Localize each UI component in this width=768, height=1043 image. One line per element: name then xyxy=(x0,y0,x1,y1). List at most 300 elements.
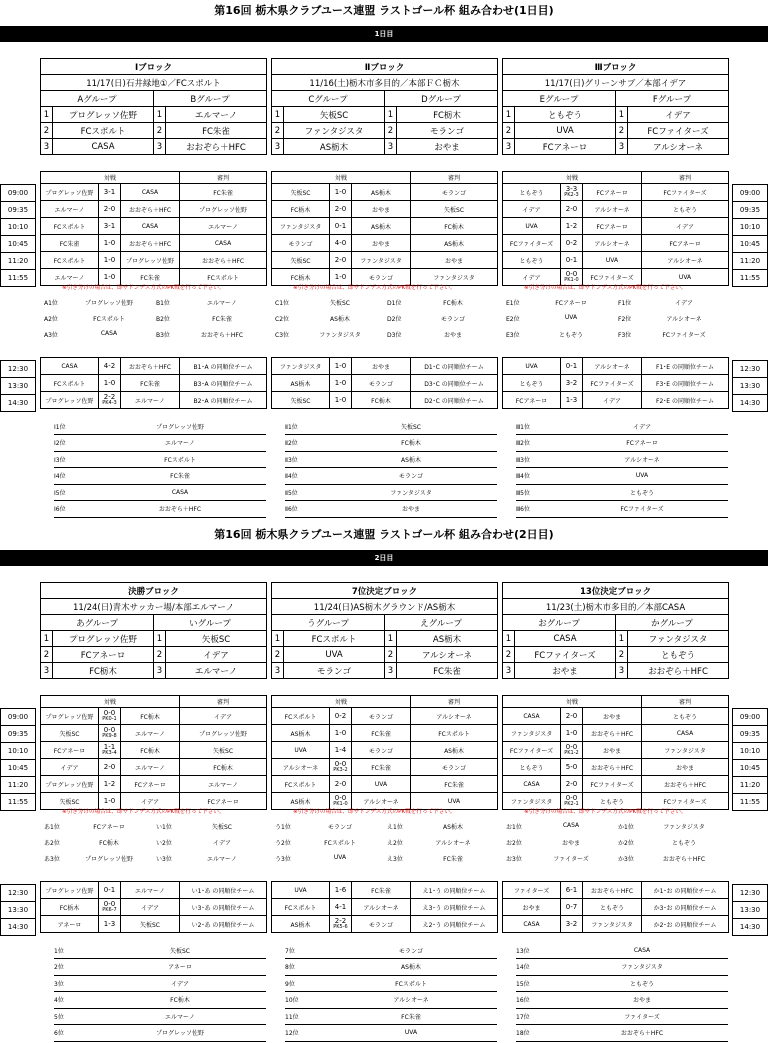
final-rank: 11位 xyxy=(285,1008,325,1025)
referee-team: FCアネーロ xyxy=(642,235,729,252)
match-table xyxy=(40,171,267,286)
final-rank: Ⅰ6位 xyxy=(54,501,94,518)
rank-label: い2位 xyxy=(156,840,172,847)
score-value: 0-2 xyxy=(565,238,578,247)
match-row xyxy=(41,375,267,392)
home-team: FCスポルト xyxy=(41,375,99,392)
final-team: エルマーノ xyxy=(94,1008,266,1025)
match-score xyxy=(561,916,583,933)
final-team: UVA xyxy=(556,468,728,485)
final-rank: Ⅲ2位 xyxy=(516,435,556,452)
referee-team: D3･C の同順位チーム xyxy=(411,375,498,392)
rank-label: あ2位 xyxy=(44,840,60,847)
kickoff-time: 13:30 xyxy=(733,902,768,919)
match-score xyxy=(330,358,352,375)
away-team: ファンタジスタ xyxy=(352,252,411,269)
final-ranking xyxy=(516,942,728,1042)
time-column xyxy=(0,708,36,811)
rank-row xyxy=(275,838,497,852)
final-rank-row xyxy=(54,435,266,452)
team-name: FC朱雀 xyxy=(166,123,267,139)
final-team: アルシオーネ xyxy=(325,992,497,1009)
home-team: モランゴ xyxy=(272,235,330,252)
kickoff-time: 11:20 xyxy=(1,253,36,270)
rank-label: D2位 xyxy=(387,316,402,323)
rank-label: う2位 xyxy=(275,840,291,847)
score-value: 1-1 xyxy=(103,742,116,751)
pk-score: PK1-0 xyxy=(333,800,348,807)
final-rank: Ⅰ1位 xyxy=(54,418,94,435)
final-rank-row xyxy=(516,468,728,485)
final-rank: 5位 xyxy=(54,1008,94,1025)
referee-team: F3･E の同順位チーム xyxy=(642,375,729,392)
away-team: FCアネーロ xyxy=(583,218,642,235)
team-name: おやま xyxy=(397,139,498,155)
rank-label: い1位 xyxy=(156,824,172,831)
referee-team: B2･A の同順位チーム xyxy=(180,392,267,409)
score-value: 0-0 xyxy=(103,725,116,734)
referee-team: か2･お の同順位チーム xyxy=(642,916,729,933)
home-team: おやま xyxy=(503,899,561,916)
away-team: エルマーノ xyxy=(121,725,180,742)
block-table xyxy=(271,58,498,155)
match-score xyxy=(99,708,121,725)
away-team: おおぞら＋HFC xyxy=(121,201,180,218)
home-team: ともぞう xyxy=(503,375,561,392)
seed-number: 1 xyxy=(503,631,515,647)
score-value: 2-2 xyxy=(334,916,347,925)
team-name: ともぞう xyxy=(515,107,616,123)
match-score xyxy=(561,201,583,218)
seed-number: 1 xyxy=(154,631,166,647)
seed-number: 1 xyxy=(154,107,166,123)
match-table xyxy=(502,695,729,810)
match-score xyxy=(561,759,583,776)
rank-team: FC栃木 xyxy=(99,840,119,847)
referee-team: FCスポルト xyxy=(180,269,267,286)
match-header: 対戦 xyxy=(503,696,642,708)
home-team: イデア xyxy=(41,759,99,776)
final-team: アルシオーネ xyxy=(556,451,728,468)
referee-team: FCアネーロ xyxy=(180,793,267,810)
final-team: アネーロ xyxy=(94,959,266,976)
rank-team: エルマーノ xyxy=(207,856,237,863)
score-value: 0-0 xyxy=(334,793,347,802)
seed-number: 1 xyxy=(41,631,53,647)
referee-team: UVA xyxy=(642,269,729,286)
away-team: FCファイターズ xyxy=(583,375,642,392)
referee-team: アルシオーネ xyxy=(411,708,498,725)
rank-label: C1位 xyxy=(275,300,290,307)
score-value: 1-0 xyxy=(103,255,116,264)
final-team: おやま xyxy=(556,992,728,1009)
rank-team: おおぞら＋HFC xyxy=(662,856,706,863)
referee-team: か3･お の同順位チーム xyxy=(642,899,729,916)
final-team: CASA xyxy=(556,942,728,959)
match-row xyxy=(272,725,498,742)
score-value: 0-0 xyxy=(565,269,578,278)
away-team: モランゴ xyxy=(352,269,411,286)
final-rank-row xyxy=(54,484,266,501)
score-value: 0-0 xyxy=(565,793,578,802)
away-team: エルマーノ xyxy=(121,392,180,409)
team-name: FCファイターズ xyxy=(628,123,729,139)
draw-note: ※引き分けの場合は、即サドンデス方式のPK戦を行って下さい。 xyxy=(62,809,225,815)
match-score xyxy=(561,708,583,725)
final-team: ともぞう xyxy=(556,975,728,992)
time-column xyxy=(0,360,36,412)
time-column xyxy=(732,184,768,287)
home-team: 矢板SC xyxy=(41,793,99,810)
away-team: プログレッソ佐野 xyxy=(121,252,180,269)
referee-team: 矢板SC xyxy=(180,742,267,759)
final-rank: Ⅱ4位 xyxy=(285,468,325,485)
rank-row xyxy=(275,330,497,344)
match-row xyxy=(503,375,729,392)
final-rank: Ⅲ5位 xyxy=(516,484,556,501)
referee-team: FC栃木 xyxy=(411,218,498,235)
match-score xyxy=(330,742,352,759)
match-row xyxy=(41,201,267,218)
score-value: 1-0 xyxy=(334,187,347,196)
referee-team: ともぞう xyxy=(642,708,729,725)
score-value: 0-1 xyxy=(565,361,578,370)
kickoff-time: 10:10 xyxy=(1,743,36,760)
home-team: ファンタジスタ xyxy=(503,725,561,742)
team-name: 矢板SC xyxy=(284,107,385,123)
rank-row xyxy=(44,330,266,344)
team-name: イデア xyxy=(166,647,267,663)
seed-number: 1 xyxy=(272,107,284,123)
rank-label: C2位 xyxy=(275,316,290,323)
rank-label: B2位 xyxy=(156,316,170,323)
home-team: ともぞう xyxy=(503,184,561,201)
final-ranking xyxy=(285,418,497,518)
seed-number: 2 xyxy=(385,647,397,663)
time-column xyxy=(0,884,36,936)
home-team: FCスポルト xyxy=(272,708,330,725)
home-team: 矢板SC xyxy=(272,184,330,201)
score-value: 1-0 xyxy=(103,272,116,281)
referee-header: 審判 xyxy=(180,696,267,708)
rank-team: FCスポルト xyxy=(93,316,125,323)
away-team: FC朱雀 xyxy=(352,725,411,742)
home-team: CASA xyxy=(503,916,561,933)
final-rank-row xyxy=(516,942,728,959)
home-team: CASA xyxy=(503,708,561,725)
team-name: UVA xyxy=(284,647,385,663)
final-team: FC朱雀 xyxy=(325,1008,497,1025)
away-team: モランゴ xyxy=(352,742,411,759)
final-team: ファイターズ xyxy=(556,1008,728,1025)
referee-team: CASA xyxy=(642,725,729,742)
rank-team: ともぞう xyxy=(558,332,583,339)
score-value: 1-0 xyxy=(334,395,347,404)
score-value: 2-0 xyxy=(334,255,347,264)
match-row xyxy=(503,916,729,933)
block-name: 決勝ブロック xyxy=(41,583,267,599)
rank-team: おおぞら＋HFC xyxy=(200,332,244,339)
score-value: 1-0 xyxy=(103,796,116,805)
referee-team: い3･あ の同順位チーム xyxy=(180,899,267,916)
rank-team: アルシオーネ xyxy=(666,316,702,323)
away-team: モランゴ xyxy=(352,375,411,392)
home-team: プログレッソ佐野 xyxy=(41,392,99,409)
final-rank-row xyxy=(516,1025,728,1042)
pk-score: PK0-1 xyxy=(102,715,117,722)
rank-label: え1位 xyxy=(387,824,403,831)
referee-team: か1･お の同順位チーム xyxy=(642,882,729,899)
seed-number: 3 xyxy=(385,663,397,679)
away-team: FCアネーロ xyxy=(121,776,180,793)
rank-row xyxy=(506,330,728,344)
home-team: プログレッソ佐野 xyxy=(41,708,99,725)
team-name: FCアネーロ xyxy=(53,647,154,663)
match-row xyxy=(41,742,267,759)
final-rank: 4位 xyxy=(54,992,94,1009)
away-team: FCアネーロ xyxy=(583,184,642,201)
final-rank: 6位 xyxy=(54,1025,94,1042)
match-score xyxy=(99,776,121,793)
away-team: モランゴ xyxy=(352,916,411,933)
final-team: プログレッソ佐野 xyxy=(94,418,266,435)
referee-team: イデア xyxy=(180,708,267,725)
score-value: 3-1 xyxy=(103,221,116,230)
pk-score: PK2-3 xyxy=(564,191,579,198)
time-column xyxy=(0,184,36,287)
match-row xyxy=(41,235,267,252)
home-team: FC栃木 xyxy=(272,269,330,286)
final-rank-row xyxy=(54,992,266,1009)
seed-number: 1 xyxy=(616,107,628,123)
away-team: おやま xyxy=(583,742,642,759)
match-score xyxy=(330,725,352,742)
final-ranking xyxy=(516,418,728,518)
referee-team: え1･う の同順位チーム xyxy=(411,882,498,899)
match-score xyxy=(561,899,583,916)
kickoff-time: 13:30 xyxy=(733,378,768,395)
kickoff-time: 10:45 xyxy=(733,236,768,253)
team-name: おおぞら＋HFC xyxy=(166,139,267,155)
rank-row xyxy=(506,298,728,312)
home-team: 矢板SC xyxy=(272,392,330,409)
pk-score: PK3-4 xyxy=(102,749,117,756)
final-rank-row xyxy=(516,451,728,468)
page-title: 第16回 栃木県クラブユース連盟 ラストゴール杯 組み合わせ(2日目) xyxy=(214,528,554,541)
final-rank-row xyxy=(285,992,497,1009)
home-team: FCスポルト xyxy=(41,252,99,269)
final-team: おおぞら＋HFC xyxy=(556,1025,728,1042)
seed-number: 3 xyxy=(616,139,628,155)
team-name: ともぞう xyxy=(628,647,729,663)
team-name: エルマーノ xyxy=(166,107,267,123)
final-rank: Ⅲ6位 xyxy=(516,501,556,518)
home-team: CASA xyxy=(503,776,561,793)
final-rank-row xyxy=(516,435,728,452)
final-team: FC栃木 xyxy=(94,992,266,1009)
rank-team: CASA xyxy=(100,330,118,337)
home-team: FCスポルト xyxy=(272,899,330,916)
home-team: FCファイターズ xyxy=(503,235,561,252)
draw-note: ※引き分けの場合は、即サドンデス方式のPK戦を行って下さい。 xyxy=(62,285,225,291)
away-team: FC朱雀 xyxy=(352,759,411,776)
block-venue: 11/24(日)AS栃木グラウンド/AS栃木 xyxy=(272,599,498,615)
home-team: FCスポルト xyxy=(272,776,330,793)
rank-label: A2位 xyxy=(44,316,58,323)
home-team: エルマーノ xyxy=(41,269,99,286)
match-header: 対戦 xyxy=(272,696,411,708)
score-value: 2-0 xyxy=(565,711,578,720)
score-value: 2-0 xyxy=(103,762,116,771)
seed-number: 3 xyxy=(503,663,515,679)
away-team: FCファイターズ xyxy=(583,776,642,793)
match-score xyxy=(99,201,121,218)
match-row xyxy=(41,899,267,916)
match-score xyxy=(99,218,121,235)
rank-team: FC朱雀 xyxy=(443,856,463,863)
score-value: 5-0 xyxy=(565,762,578,771)
seed-number: 3 xyxy=(616,663,628,679)
final-rank-row xyxy=(516,992,728,1009)
pk-score: PK9-8 xyxy=(102,732,117,739)
team-name: おやま xyxy=(515,663,616,679)
final-rank-row xyxy=(285,959,497,976)
team-name: FC栃木 xyxy=(53,663,154,679)
away-team: AS栃木 xyxy=(352,184,411,201)
referee-team: AS栃木 xyxy=(411,235,498,252)
match-table xyxy=(271,357,498,409)
away-team: FCファイターズ xyxy=(583,269,642,286)
rank-label: F2位 xyxy=(618,316,632,323)
match-row xyxy=(272,375,498,392)
match-score xyxy=(99,392,121,409)
referee-team: プログレッソ佐野 xyxy=(180,201,267,218)
rank-team: モランゴ xyxy=(327,824,352,831)
final-rank: 3位 xyxy=(54,975,94,992)
match-row xyxy=(272,776,498,793)
rank-label: A3位 xyxy=(44,332,58,339)
score-value: 1-0 xyxy=(103,378,116,387)
away-team: CASA xyxy=(121,184,180,201)
group-name: Aグループ xyxy=(41,91,154,107)
rank-label: F3位 xyxy=(618,332,632,339)
final-team: プログレッソ佐野 xyxy=(94,1025,266,1042)
final-rank: 9位 xyxy=(285,975,325,992)
rank-row xyxy=(275,314,497,328)
rank-team: ともぞう xyxy=(671,840,696,847)
team-name: プログレッソ佐野 xyxy=(53,107,154,123)
match-table xyxy=(502,357,729,409)
team-name: イデア xyxy=(628,107,729,123)
match-row xyxy=(41,725,267,742)
match-table xyxy=(40,881,267,933)
referee-team: イデア xyxy=(642,218,729,235)
final-rank-row xyxy=(516,975,728,992)
away-team: おおぞら＋HFC xyxy=(121,358,180,375)
match-row xyxy=(272,235,498,252)
away-team: アルシオーネ xyxy=(352,793,411,810)
match-score xyxy=(99,759,121,776)
away-team: おやま xyxy=(583,708,642,725)
draw-note: ※引き分けの場合は、即サドンデス方式のPK戦を行って下さい。 xyxy=(293,285,456,291)
match-score xyxy=(330,392,352,409)
match-score xyxy=(330,235,352,252)
final-ranking xyxy=(54,418,266,518)
group-name: Bグループ xyxy=(154,91,267,107)
final-team: CASA xyxy=(94,484,266,501)
final-rank-row xyxy=(54,975,266,992)
draw-note: ※引き分けの場合は、即サドンデス方式のPK戦を行って下さい。 xyxy=(524,285,687,291)
referee-team: ともぞう xyxy=(642,201,729,218)
match-row xyxy=(41,776,267,793)
referee-team: B3･A の同順位チーム xyxy=(180,375,267,392)
match-row xyxy=(503,899,729,916)
seed-number: 1 xyxy=(385,631,397,647)
seed-number: 2 xyxy=(272,123,284,139)
referee-team: D1･C の同順位チーム xyxy=(411,358,498,375)
referee-team: FC朱雀 xyxy=(411,776,498,793)
score-value: 1-4 xyxy=(334,745,347,754)
kickoff-time: 10:45 xyxy=(1,236,36,253)
team-name: 矢板SC xyxy=(166,631,267,647)
score-value: 2-0 xyxy=(565,204,578,213)
final-rank-row xyxy=(516,484,728,501)
referee-team: プログレッソ佐野 xyxy=(180,725,267,742)
kickoff-time: 12:30 xyxy=(1,885,36,902)
home-team: UVA xyxy=(272,742,330,759)
seed-number: 2 xyxy=(272,647,284,663)
final-team: AS栃木 xyxy=(325,451,497,468)
referee-team: アルシオーネ xyxy=(642,252,729,269)
kickoff-time: 09:00 xyxy=(733,709,768,726)
home-team: AS栃木 xyxy=(272,793,330,810)
rank-row xyxy=(44,298,266,312)
referee-team: 矢板SC xyxy=(411,201,498,218)
final-rank: Ⅱ6位 xyxy=(285,501,325,518)
block-table xyxy=(40,58,267,155)
rank-row xyxy=(44,314,266,328)
score-value: 3-2 xyxy=(565,919,578,928)
page-title: 第16回 栃木県クラブユース連盟 ラストゴール杯 組み合わせ(1日目) xyxy=(214,4,554,17)
away-team: おおぞら＋HFC xyxy=(121,235,180,252)
team-name: アルシオーネ xyxy=(397,647,498,663)
home-team: FCファイターズ xyxy=(503,742,561,759)
rank-team: ファンタジスタ xyxy=(663,824,705,831)
seed-number: 3 xyxy=(385,139,397,155)
match-row xyxy=(41,882,267,899)
referee-team: AS栃木 xyxy=(411,742,498,759)
final-team: FCスポルト xyxy=(325,975,497,992)
pk-score: PK2-1 xyxy=(564,800,579,807)
kickoff-time: 09:00 xyxy=(1,185,36,202)
match-score xyxy=(99,235,121,252)
match-score xyxy=(99,375,121,392)
referee-team: おおぞら＋HFC xyxy=(642,776,729,793)
rank-team: FC栃木 xyxy=(443,300,463,307)
match-row xyxy=(272,252,498,269)
score-value: 2-2 xyxy=(103,392,116,401)
final-team: ともぞう xyxy=(556,484,728,501)
rank-row xyxy=(506,854,728,868)
final-rank-row xyxy=(285,484,497,501)
home-team: AS栃木 xyxy=(272,725,330,742)
match-score xyxy=(330,759,352,776)
referee-team: モランゴ xyxy=(411,759,498,776)
home-team: 矢板SC xyxy=(41,725,99,742)
away-team: FC朱雀 xyxy=(352,882,411,899)
final-rank: Ⅲ3位 xyxy=(516,451,556,468)
final-team: おおぞら＋HFC xyxy=(94,501,266,518)
